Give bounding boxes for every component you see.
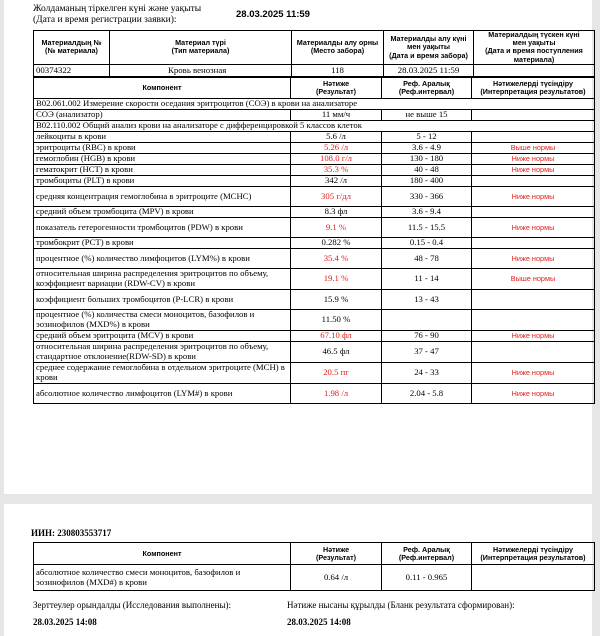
material-header-cell: [474, 31, 595, 65]
results-table: [33, 76, 595, 404]
form-created-date: 28.03.2025 14:08: [287, 617, 351, 627]
ref-header-p2: [382, 543, 472, 565]
form-created-label: Нәтиже нысаны құрылды (Бланк результата сформирован):: [287, 600, 515, 610]
result-value: 5.6 /л: [291, 132, 382, 143]
results-header-row-p2: [34, 543, 595, 565]
result-value: 35.3 %: [291, 165, 382, 176]
component-name: средний объем тромбоцита (MPV) в крови: [34, 207, 291, 218]
material-header-line: Материал түрі: [175, 38, 226, 48]
reference-range: не выше 15: [382, 110, 472, 121]
registration-label: [33, 4, 201, 25]
result-header-ru-p2: (Результат): [315, 552, 357, 562]
component-name: гемоглобин (HGB) в крови: [34, 154, 291, 165]
interp-header-ru-p2: (Интерпретация результатов): [480, 552, 586, 562]
reference-range: 180 - 400: [382, 176, 472, 187]
result-value: 108.0 г/л: [291, 154, 382, 165]
reference-range: 76 - 90: [382, 331, 472, 342]
material-header-line: (Дата и время поступления: [485, 46, 583, 56]
component-name: тромбокрит (PCT) в крови: [34, 238, 291, 249]
result-header-kz-p2: Нәтиже: [322, 544, 350, 554]
table-row: [34, 238, 595, 249]
section-row: [34, 99, 595, 110]
ref-header-ru-p2: (Реф.интервал): [398, 552, 455, 562]
material-header-line: мен уақыты: [407, 42, 450, 52]
interp-header-kz-p2: Нәтижелерді түсіндіру: [492, 544, 574, 554]
report-page-1: [4, 0, 592, 494]
material-table: [33, 30, 595, 78]
interpretation: Ниже нормы: [472, 154, 595, 165]
interpretation: [472, 207, 595, 218]
registration-label-kz: Жолдаманың тіркелген күні және уақыты: [33, 4, 202, 14]
component-name: эритроциты (RBC) в крови: [34, 143, 291, 154]
material-header-cell: [384, 31, 474, 65]
reference-range: 3.6 - 4.9: [382, 143, 472, 154]
reference-range: 24 - 33: [382, 363, 472, 384]
table-row: [34, 363, 595, 384]
reference-range: 5 - 12: [382, 132, 472, 143]
result-value: 67.10 фл: [291, 331, 382, 342]
material-header-line: Материалды алу орны: [296, 38, 379, 48]
material-header-line: Материалдың №: [41, 38, 102, 48]
material-header-line: Материалды алу күні: [390, 34, 467, 44]
material-header-line: материала): [513, 54, 555, 64]
ref-header: [382, 77, 472, 99]
table-row: [34, 143, 595, 154]
reference-range: 3.6 - 9.4: [382, 207, 472, 218]
result-header-ru: (Результат): [315, 86, 357, 96]
ref-header-kz-p2: Реф. Аралық: [403, 544, 450, 554]
interpretation: [472, 565, 595, 591]
component-name: СОЭ (анализатор): [34, 110, 291, 121]
result-value: 0.64 /л: [291, 565, 382, 591]
material-header-cell: [292, 31, 384, 65]
reference-range: 11 - 14: [382, 269, 472, 290]
table-row: [34, 154, 595, 165]
interp-header-ru: (Интерпретация результатов): [480, 86, 586, 96]
component-name: относительная ширина распределения эритроцитов по объему, стандартное отклонение(RDW-SD) в крови: [34, 342, 291, 363]
component-header: Компонент: [34, 77, 291, 99]
interpretation: Ниже нормы: [472, 249, 595, 269]
interpretation: Ниже нормы: [472, 218, 595, 238]
ref-header-ru: (Реф.интервал): [398, 86, 455, 96]
material-header-line: мен уақыты: [512, 38, 556, 48]
result-value: 1.98 /л: [291, 384, 382, 404]
interpretation: [472, 132, 595, 143]
reference-range: 48 - 78: [382, 249, 472, 269]
collection-datetime: 28.03.2025 11:59: [384, 64, 474, 77]
table-row: [34, 165, 595, 176]
result-header-kz: Нәтиже: [322, 78, 350, 88]
result-value: 11.50 %: [291, 310, 382, 331]
table-row: [34, 310, 595, 331]
section-title: В02.061.002 Измерение скорости оседания эритроцитов (СОЭ) в крови на анализаторе: [34, 99, 595, 110]
table-row: [34, 384, 595, 404]
interpretation: Ниже нормы: [472, 187, 595, 207]
result-value: 20.5 пг: [291, 363, 382, 384]
reference-range: 130 - 180: [382, 154, 472, 165]
table-row: [34, 249, 595, 269]
interpretation: [472, 176, 595, 187]
results-table-continued: [33, 542, 595, 591]
reference-range: 13 - 43: [382, 290, 472, 310]
reference-range: 0.11 - 0.965: [382, 565, 472, 591]
component-name: гематокрит (HCT) в крови: [34, 165, 291, 176]
results-body: [34, 99, 595, 404]
studies-done-label: Зерттеулер орындалды (Исследования выполнены):: [33, 600, 231, 610]
material-header-line: Материалдың түскен күні: [488, 30, 580, 39]
material-header-line: (Тип материала): [171, 46, 230, 56]
ref-header-kz: Реф. Аралық: [403, 78, 450, 88]
table-row: [34, 187, 595, 207]
result-value: 342 /л: [291, 176, 382, 187]
component-name: относительная ширина распределения эритроцитов по объему, коэффициент вариации (RDW-CV) в крови: [34, 269, 291, 290]
result-header-p2: [291, 543, 382, 565]
component-name: абсолютное количество лимфоцитов (LYM#) в крови: [34, 384, 291, 404]
interpretation: Ниже нормы: [472, 165, 595, 176]
component-name: средний объем эритроцита (MCV) в крови: [34, 331, 291, 342]
result-value: 35.4 %: [291, 249, 382, 269]
reference-range: 37 - 47: [382, 342, 472, 363]
result-value: 19.1 %: [291, 269, 382, 290]
component-name: процентное (%) количества смеси моноцитов, базофилов и эозинофилов (MXD%) в крови: [34, 310, 291, 331]
registration-label-ru: (Дата и время регистрации заявки):: [33, 14, 177, 25]
component-name: коэффициент больших тромбоцитов (P-LCR) в крови: [34, 290, 291, 310]
material-header-cell: [110, 31, 292, 65]
component-name: средняя концентрация гемоглобина в эритроците (MCHC): [34, 187, 291, 207]
interpretation: [472, 238, 595, 249]
reference-range: 2.04 - 5.8: [382, 384, 472, 404]
section-title: В02.110.002 Общий анализ крови на анализаторе с дифференцировкой 5 классов клеток: [34, 121, 595, 132]
component-name: среднее содержание гемоглобина в отдельном эритроците (MCH) в крови: [34, 363, 291, 384]
material-header-row: [34, 31, 595, 65]
result-value: 0.282 %: [291, 238, 382, 249]
component-name: лейкоциты в крови: [34, 132, 291, 143]
report-page-2: [4, 504, 592, 636]
component-name: процентное (%) количество лимфоцитов (LYM%) в крови: [34, 249, 291, 269]
interpretation: Выше нормы: [472, 269, 595, 290]
material-header-line: (№ материала): [45, 46, 98, 56]
registration-datetime: 28.03.2025 11:59: [236, 9, 310, 20]
studies-done-date: 28.03.2025 14:08: [33, 617, 97, 627]
interp-header-p2: [472, 543, 595, 565]
result-value: 11 мм/ч: [291, 110, 382, 121]
component-name: показатель гетерогенности тромбоцитов (PDW) в крови: [34, 218, 291, 238]
result-header: [291, 77, 382, 99]
table-row: [34, 269, 595, 290]
result-value: 305 г/дл: [291, 187, 382, 207]
reference-range: 0.15 - 0.4: [382, 238, 472, 249]
material-header-line: (Место забора): [310, 46, 365, 56]
table-row: [34, 207, 595, 218]
result-value: 46.5 фл: [291, 342, 382, 363]
table-row: [34, 290, 595, 310]
table-row: [34, 331, 595, 342]
result-value: 9.1 %: [291, 218, 382, 238]
result-value: 5.26 /л: [291, 143, 382, 154]
iin-number: ИИН: 230803553717: [31, 528, 112, 538]
table-row: [34, 565, 595, 591]
collection-place: 118: [292, 64, 384, 77]
result-value: 15.9 %: [291, 290, 382, 310]
interpretation: [472, 342, 595, 363]
material-header-cell: [34, 31, 110, 65]
interpretation: [472, 310, 595, 331]
reference-range: 330 - 366: [382, 187, 472, 207]
table-row: [34, 218, 595, 238]
section-row: [34, 121, 595, 132]
interp-header-kz: Нәтижелерді түсіндіру: [492, 78, 574, 88]
table-row: [34, 110, 595, 121]
interp-header: [472, 77, 595, 99]
interpretation: [472, 290, 595, 310]
component-header-p2: Компонент: [34, 543, 291, 565]
interpretation: [472, 110, 595, 121]
result-value: 8.3 фл: [291, 207, 382, 218]
table-row: [34, 176, 595, 187]
component-name: тромбоциты (PLT) в крови: [34, 176, 291, 187]
material-header-line: (Дата и время забора): [389, 50, 468, 60]
reference-range: 40 - 48: [382, 165, 472, 176]
table-row: [34, 342, 595, 363]
material-type: Кровь венозная: [110, 64, 292, 77]
reference-range: [382, 310, 472, 331]
component-name: абсолютное количество смеси моноцитов, базофилов и эозинофилов (MXD#) в крови: [34, 565, 291, 591]
results-header-row: [34, 77, 595, 99]
interpretation: Выше нормы: [472, 143, 595, 154]
interpretation: Ниже нормы: [472, 331, 595, 342]
reference-range: 11.5 - 15.5: [382, 218, 472, 238]
material-number: 00374322: [34, 64, 110, 77]
interpretation: Ниже нормы: [472, 384, 595, 404]
table-row: [34, 132, 595, 143]
interpretation: Ниже нормы: [472, 363, 595, 384]
